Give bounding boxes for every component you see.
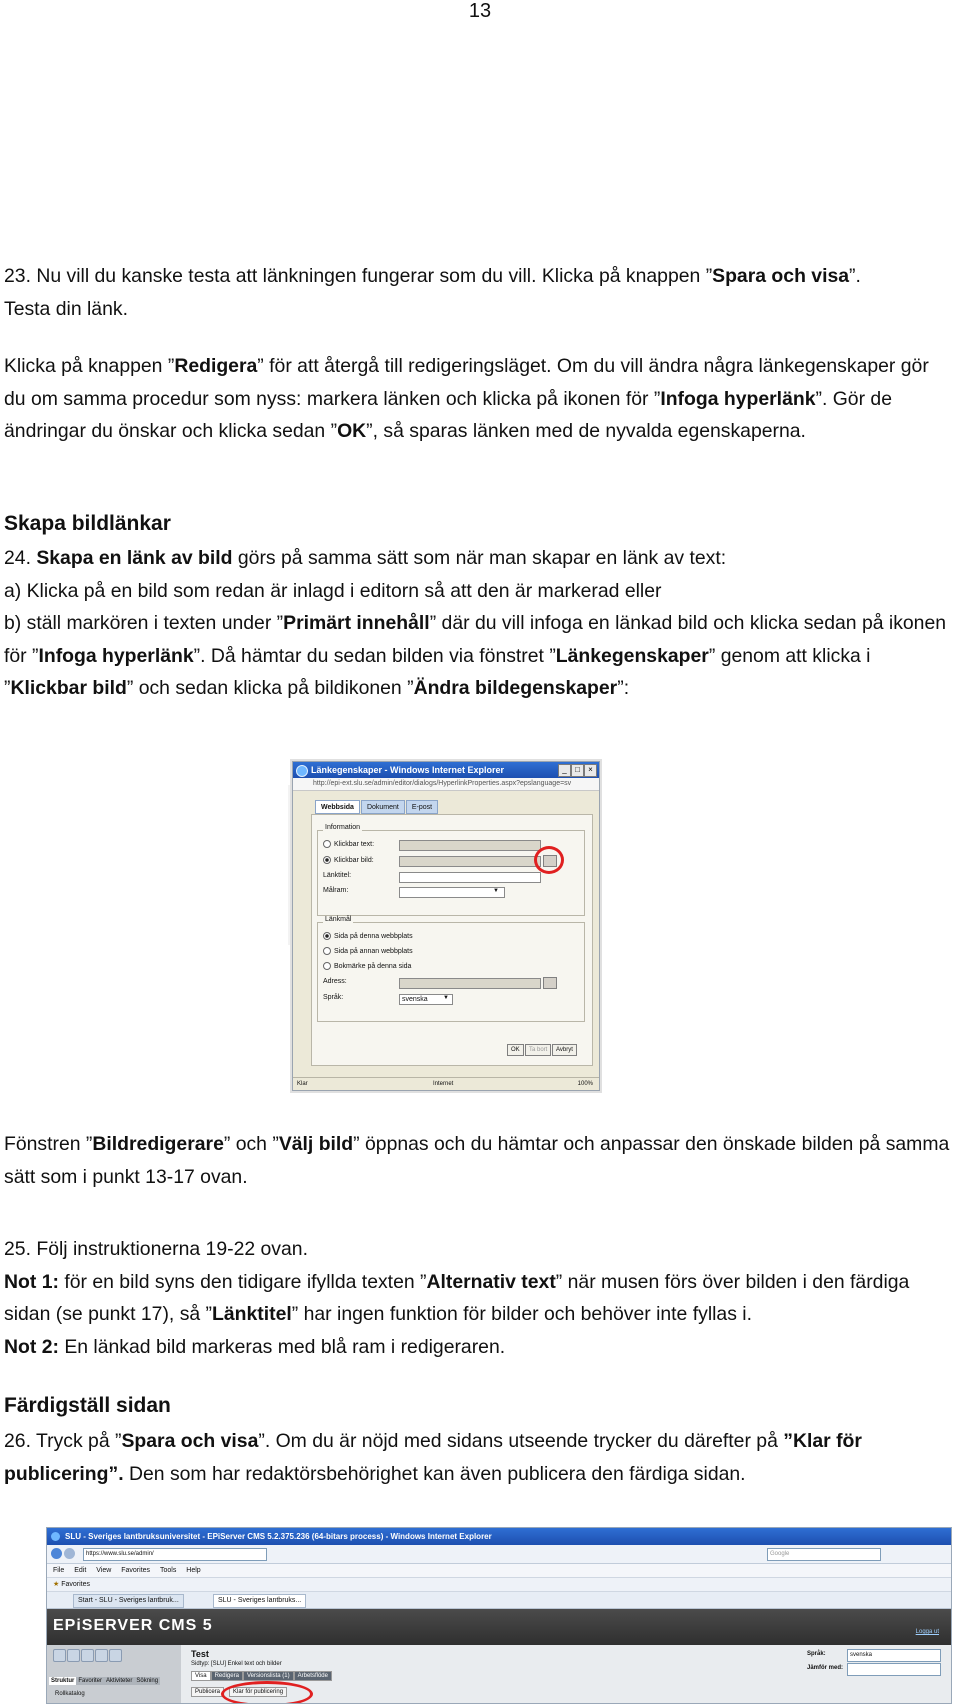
struktur-tabs	[49, 1677, 160, 1685]
bold-not-1: Not 1:	[4, 1270, 59, 1293]
malram-select[interactable]	[399, 887, 505, 898]
text: ” när musen förs över bilden i den färdiga sidan (se punkt 17), så ”	[4, 1270, 910, 1326]
text: ” har ingen funktion för bilder och behöver inte fyllas i.	[291, 1303, 752, 1326]
dialog-title: Länkegenskaper - Windows Internet Explorer	[311, 765, 504, 775]
tab-webbsida[interactable]: Webbsida	[315, 800, 360, 814]
sprak-label: Språk:	[323, 994, 344, 1001]
bold-andra-bildegenskaper: Ändra bildegenskaper	[413, 677, 618, 700]
paragraph-23	[4, 260, 954, 325]
menu-edit[interactable]: Edit	[74, 1567, 87, 1574]
ie-icon	[51, 1532, 60, 1541]
tab-versionslista[interactable]: Versionslista (1)	[243, 1671, 294, 1681]
text: ”. Då hämtar du sedan bilden via fönstret ”	[193, 644, 556, 667]
sprak-select[interactable]: svenska	[399, 994, 453, 1005]
text: ”. Om du är nöjd med sidans utseende trycker du därefter på	[258, 1430, 784, 1452]
klickbar-bild-field	[399, 856, 541, 867]
chevron-down-icon: ▼	[443, 995, 449, 1001]
text: Testa din länk.	[4, 297, 128, 320]
sprak-label: Språk:	[807, 1651, 826, 1657]
radio-icon	[323, 947, 331, 955]
menu-view[interactable]: View	[96, 1567, 112, 1574]
text: ” genom att klicka i ”	[4, 644, 871, 700]
dialog-url: http://epi-ext.slu.se/admin/editor/dialogs/HyperlinkProperties.aspx?epslanguage=sv	[293, 778, 599, 791]
chevron-down-icon: ▼	[493, 888, 499, 894]
cms-tabs	[191, 1671, 332, 1681]
radio-klickbar-text[interactable]	[323, 840, 374, 848]
bold-lanktitel: Länktitel	[212, 1303, 292, 1326]
text: En länkad bild markeras med blå ram i redigeraren.	[58, 1335, 506, 1358]
bold-redigera: Redigera	[174, 355, 258, 377]
adress-label: Adress:	[323, 978, 347, 985]
text: 25. Följ instruktionerna 19-22 ovan.	[4, 1238, 308, 1260]
jamfor-select[interactable]	[847, 1663, 941, 1676]
star-icon: ★	[53, 1581, 60, 1588]
close-button[interactable]: ×	[584, 764, 597, 777]
text: ”, så sparas länken med de nyvalda egenskaperna.	[366, 420, 806, 443]
radio-icon	[323, 962, 331, 970]
text: Klicka på knappen ”	[4, 355, 175, 377]
jamfor-label: Jämför med:	[807, 1665, 844, 1671]
text: ”.	[849, 265, 861, 287]
bold-not-2: Not 2:	[4, 1335, 59, 1358]
radio-icon	[323, 932, 331, 940]
lanktitel-label: Länktitel:	[323, 872, 352, 879]
episerver-logo: EPiSERVER CMS 5	[53, 1617, 213, 1634]
radio-icon	[323, 856, 331, 864]
publicera-button[interactable]: Publicera	[191, 1687, 224, 1697]
red-circle-highlight	[221, 1681, 313, 1704]
tab-sokning[interactable]: Sökning	[136, 1678, 159, 1684]
menu-tools[interactable]: Tools	[160, 1567, 177, 1574]
bold-infoga-hyperlank: Infoga hyperlänk	[38, 644, 194, 667]
radio-bokmarke[interactable]	[323, 962, 411, 970]
dialog-tabs	[315, 800, 439, 814]
forward-icon[interactable]	[64, 1548, 75, 1559]
tab-struktur[interactable]: Struktur	[51, 1678, 75, 1684]
cms-toolbar	[47, 1645, 951, 1704]
lankmal-label: Länkmål	[325, 916, 352, 923]
browse-button[interactable]	[543, 977, 557, 989]
text: a) Klicka på en bild som redan är inlagd i editorn så att den är markerad eller	[4, 579, 662, 602]
text: b) ställ markören i texten under ”	[4, 612, 284, 635]
bold-alternativ-text: Alternativ text	[426, 1270, 556, 1293]
label: Klickbar bild:	[334, 856, 374, 864]
bold-klickbar-bild: Klickbar bild	[10, 677, 127, 700]
heading-skapa-bildlankar: Skapa bildlänkar	[4, 512, 171, 535]
sprak-select[interactable]: svenska	[847, 1649, 941, 1662]
radio-sida-denna[interactable]	[323, 932, 413, 940]
minimize-button[interactable]: _	[558, 764, 571, 777]
maximize-button[interactable]: □	[571, 764, 584, 777]
bold-primart-innehall: Primärt innehåll	[283, 612, 430, 635]
text: 23. Nu vill du kanske testa att länkningen fungerar som du vill. Klicka på knappen ”	[4, 265, 713, 287]
radio-sida-annan[interactable]	[323, 947, 413, 955]
menu-file[interactable]: File	[53, 1567, 65, 1574]
cms-header	[47, 1609, 951, 1645]
bold-skapa-en-lank-av-bild: Skapa en länk av bild	[36, 547, 233, 569]
avbryt-button[interactable]: Avbryt	[552, 1044, 577, 1056]
menu-bar	[47, 1564, 951, 1578]
address-bar	[47, 1545, 951, 1564]
paragraph-25	[4, 1233, 954, 1363]
episerver-browser-screenshot	[46, 1527, 952, 1704]
favorites-bar	[47, 1578, 951, 1592]
text: Den som har redaktörsbehörighet kan även publicera den färdiga sidan.	[123, 1462, 746, 1485]
browser-tabs	[47, 1592, 951, 1609]
text: ” där du vill infoga en länkad bild och klicka sedan på ikonen för ”	[4, 612, 947, 667]
menu-favorites[interactable]: Favorites	[121, 1567, 151, 1574]
text: ” öppnas och du hämtar och anpassar den önskade bilden på samma sätt som i punkt 13-17 ovan.	[4, 1133, 950, 1188]
browser-tab-2[interactable]: SLU - Sveriges lantbruks...	[213, 1594, 306, 1608]
paragraph-redigera	[4, 350, 954, 448]
text: ”:	[617, 677, 630, 700]
label: Sida på annan webbplats	[334, 947, 413, 955]
text: ” för att återgå till redigeringsläget. Om du vill ändra några länkegenskaper gör du om samma procedur som nyss: markera länken och klicka på ikonen för ”	[4, 355, 929, 410]
bold-spara-och-visa: Spara och visa	[712, 265, 850, 287]
paragraph-fonstren	[4, 1128, 954, 1193]
logout-link[interactable]: Logga ut	[915, 1629, 939, 1635]
malram-label: Målram:	[323, 887, 349, 894]
tab-arbetsflode[interactable]: Arbetsflöde	[294, 1671, 332, 1681]
paragraph-24	[4, 542, 954, 705]
text: ”. Gör de ändringar du önskar och klicka sedan ”	[4, 387, 892, 443]
browser-titlebar	[47, 1528, 951, 1545]
ok-button[interactable]: OK	[507, 1044, 524, 1056]
tree-item[interactable]: Rollkatalog	[55, 1691, 85, 1697]
page-settings: Sidtyp: [SLU] Enkel text och bilder	[191, 1661, 282, 1667]
tab-visa[interactable]: Visa	[191, 1671, 211, 1681]
label: Bokmärke på denna sida	[334, 962, 412, 970]
status-bar	[293, 1077, 599, 1090]
label: Sida på denna webbplats	[334, 932, 413, 940]
tab-redigera[interactable]: Redigera	[211, 1671, 243, 1681]
tab-aktiviteter[interactable]: Aktiviteter	[106, 1678, 133, 1684]
status-zone: Internet	[433, 1081, 454, 1087]
bold-spara-och-visa: Spara och visa	[121, 1430, 259, 1452]
menu-help[interactable]: Help	[186, 1567, 201, 1574]
label: Klickbar text:	[334, 840, 375, 848]
text: görs på samma sätt som när man skapar en länk av text:	[232, 547, 727, 569]
dialog-titlebar	[293, 762, 599, 778]
page-number: 13	[468, 0, 492, 22]
toolbar-icon[interactable]	[81, 1649, 94, 1662]
tab-e-post[interactable]: E-post	[406, 800, 438, 814]
bold-valj-bild: Välj bild	[278, 1133, 354, 1155]
bold-bildredigerare: Bildredigerare	[92, 1133, 224, 1155]
text: ” och sedan klicka på bildikonen ”	[126, 677, 414, 700]
lanktitel-field[interactable]	[399, 872, 541, 883]
page-name: Test	[191, 1649, 209, 1659]
red-circle-highlight	[534, 846, 564, 874]
adress-field[interactable]	[399, 978, 541, 989]
toolbar-icon[interactable]	[109, 1649, 122, 1662]
radio-icon	[323, 840, 331, 848]
tab-favoriter[interactable]: Favoriter	[78, 1678, 103, 1684]
browser-tab-1[interactable]: Start - SLU - Sveriges lantbruk...	[73, 1594, 184, 1608]
text: Fönstren ”	[4, 1133, 93, 1155]
paragraph-26	[4, 1425, 954, 1490]
bold-infoga-hyperlank: Infoga hyperlänk	[660, 387, 816, 410]
text: för en bild syns den tidigare ifyllda texten ”	[58, 1270, 427, 1293]
ta-bort-button[interactable]: Ta bort	[525, 1044, 551, 1056]
radio-klickbar-bild[interactable]	[323, 856, 374, 864]
klickbar-text-field[interactable]	[399, 840, 541, 851]
tab-dokument[interactable]: Dokument	[361, 800, 405, 814]
toolbar-icon[interactable]	[53, 1649, 66, 1662]
link-properties-dialog	[292, 761, 600, 1091]
bold-ok: OK	[337, 420, 367, 443]
favorites-label[interactable]: Favorites	[61, 1581, 91, 1588]
text: ” och ”	[223, 1133, 279, 1155]
text: 24.	[4, 547, 37, 569]
url-field[interactable]: https://www.slu.se/admin/	[83, 1548, 267, 1561]
text: 26. Tryck på ”	[4, 1430, 122, 1452]
ie-icon	[296, 765, 308, 777]
browser-title: SLU - Sveriges lantbruksuniversitet - EPiServer CMS 5.2.375.236 (64-bitars process) - Windows Internet Explorer	[65, 1532, 492, 1541]
search-input[interactable]: Google	[767, 1548, 881, 1561]
bold-lankegenskaper: Länkegenskaper	[555, 644, 709, 667]
toolbar-icon[interactable]	[67, 1649, 80, 1662]
back-icon[interactable]	[51, 1548, 62, 1559]
toolbar-icon[interactable]	[95, 1649, 108, 1662]
heading-fardigstall-sidan: Färdigställ sidan	[4, 1394, 171, 1417]
information-label: Information	[325, 824, 361, 831]
bold-klar-for-publicering: ”Klar för publicering”.	[4, 1430, 862, 1485]
status-text: Klar	[297, 1081, 308, 1087]
klar-for-publicering-button[interactable]: Klar för publicering	[229, 1687, 287, 1697]
status-zoom: 100%	[577, 1081, 593, 1087]
